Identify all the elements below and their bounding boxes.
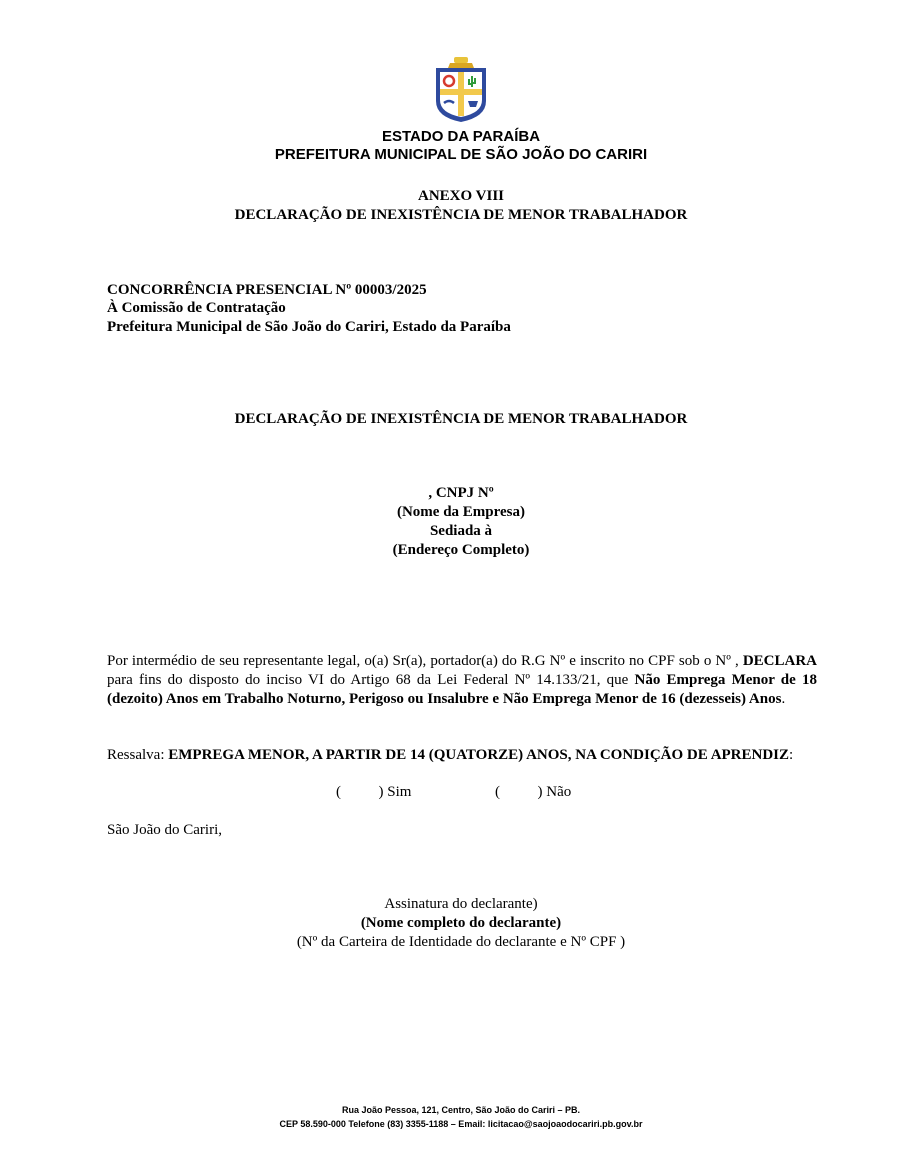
option-yes[interactable]: ( ) Sim xyxy=(336,784,412,800)
declara-keyword: DECLARA xyxy=(742,653,818,669)
commission-line: À Comissão de Contratação xyxy=(107,300,286,316)
ressalva-options xyxy=(0,783,900,803)
declara-text: para fins do disposto do inciso VI do Artigo 68 da Lei Federal Nº 14.133/21, que xyxy=(107,672,635,688)
ressalva-paragraph: Ressalva: EMPREGA MENOR, A PARTIR DE 14 (QUATORZE) ANOS, NA CONDIÇÃO DE APRENDIZ: xyxy=(107,747,794,763)
footer-address: Rua João Pessoa, 121, Centro, São João do Cariri – PB. xyxy=(341,1105,581,1115)
option-no[interactable]: ( ) Não xyxy=(495,784,572,800)
seat-line: Sediada à xyxy=(429,523,493,539)
ressalva-text: EMPREGA MENOR, A PARTIR DE 14 (QUATORZE) ANOS, NA CONDIÇÃO DE APRENDIZ xyxy=(168,747,790,763)
ressalva-label: Ressalva: xyxy=(107,747,169,763)
address-placeholder: (Endereço Completo) xyxy=(392,542,530,558)
process-number: CONCORRÊNCIA PRESENCIAL Nº 00003/2025 xyxy=(107,282,427,298)
company-name-placeholder: (Nome da Empresa) xyxy=(396,504,526,520)
header-state: ESTADO DA PARAÍBA xyxy=(381,128,541,145)
section-title: DECLARAÇÃO DE INEXISTÊNCIA DE MENOR TRABALHADOR xyxy=(234,411,688,427)
intro-text: Por intermédio de seu representante legal, o(a) Sr(a), portador(a) do R.G Nº e inscrito no CPF sob o Nº , xyxy=(107,653,739,669)
cnpj-line: , CNPJ Nº xyxy=(428,485,494,501)
footer-contact: CEP 58.590-000 Telefone (83) 3355-1188 – Email: licitacao@saojoaodocariri.pb.gov.br xyxy=(279,1119,643,1129)
header-municipality: PREFEITURA MUNICIPAL DE SÃO JOÃO DO CARIRI xyxy=(274,146,648,163)
municipal-crest-logo xyxy=(432,57,490,123)
document-title: DECLARAÇÃO DE INEXISTÊNCIA DE MENOR TRABALHADOR xyxy=(234,207,688,223)
place-line: São João do Cariri, xyxy=(107,822,222,838)
statement-text: Não Emprega Menor de 18 (dezoito) Anos em Trabalho Noturno, Perigoso ou Insalubre e Não Emprega Menor de 16 (dezesseis) Anos xyxy=(107,672,817,707)
entity-line: Prefeitura Municipal de São João do Cariri, Estado da Paraíba xyxy=(107,319,511,335)
declaration-paragraph: Por intermédio de seu representante legal, o(a) Sr(a), portador(a) do R.G Nº e inscrito no CPF sob o Nº , DECLARA para fins do disposto do inciso VI do Artigo 68 da Lei Federal Nº 14.133/21, que Não Emprega Menor de 18 (dezoito) Anos em Trabalho Noturno, Perigoso ou Insalubre e Não Emprega Menor de 16 (dezesseis) Anos. xyxy=(107,653,818,707)
declarant-id: (Nº da Carteira de Identidade do declarante e Nº CPF ) xyxy=(296,934,626,950)
declarant-name: (Nome completo do declarante) xyxy=(360,915,562,931)
annex-label: ANEXO VIII xyxy=(418,188,504,204)
crown-icon xyxy=(454,57,468,63)
signature-line: Assinatura do declarante) xyxy=(384,896,538,912)
